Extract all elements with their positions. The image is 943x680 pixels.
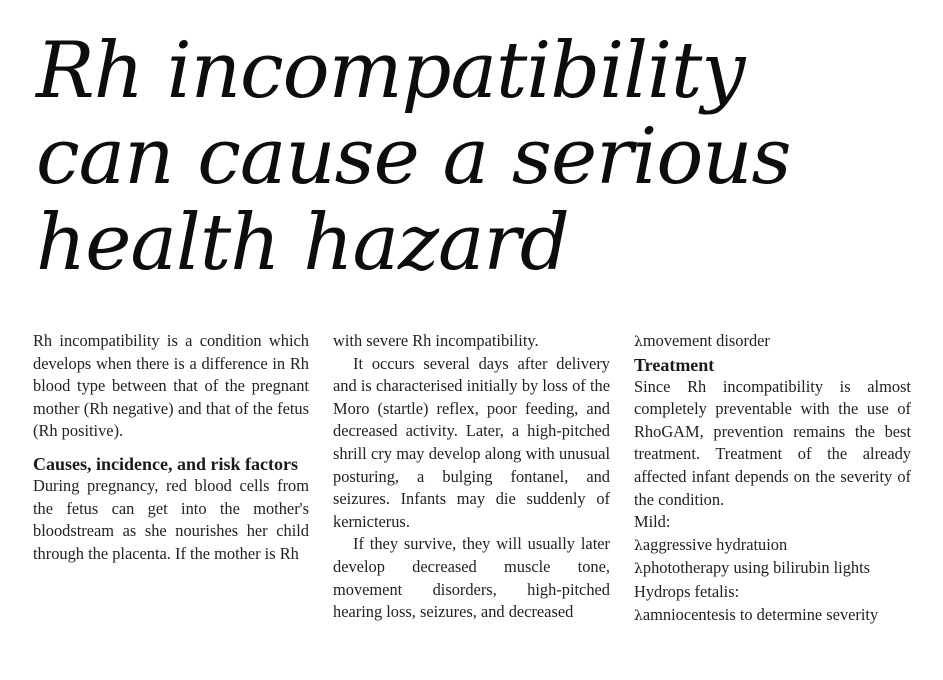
outcome-paragraph: If they survive, they will usually later develop decreased muscle tone, movement disorders, high-pitched hearing loss, seizures, and decreased: [333, 534, 610, 622]
causes-paragraph: During pregnancy, red blood cells from the fetus can get into the mother's bloodstream as she nourishes her child through the placenta. If the mother is Rh: [33, 475, 309, 563]
subhead-treatment: Treatment: [634, 354, 715, 375]
intro-paragraph: Rh incompatibility is a condition which develops when there is a difference in Rh blood type between that of the pregnant mother (Rh negative) and that of the fetus (Rh positive).: [33, 331, 309, 441]
lambda-bullet-icon: λ: [634, 607, 643, 624]
column-2: [333, 330, 610, 624]
symptoms-paragraph: It occurs several days after delivery and is characterised initially by loss of the Moro (startle) reflex, poor feeding, and decreased activity. Later, a high-pitched shrill cry may develop along with unusual posturing, a bulging fontanel, and seizures. Infants may die suddenly of kernicterus.: [333, 353, 610, 531]
list-item: [634, 557, 911, 581]
list-item: [634, 534, 911, 558]
list-item: [634, 604, 911, 628]
treatment-paragraph: Since Rh incompatibility is almost completely preventable with the use of RhoGAM, prevention remains the best treatment. Treatment of the already affected infant depends on the severity of the condition.: [634, 376, 911, 509]
list-item-text: aggressive hydratuion: [642, 534, 788, 554]
list-item-text: phototherapy using bilirubin lights: [642, 558, 871, 578]
lambda-bullet-icon: λ: [634, 561, 643, 578]
list-item-text: movement disorder: [642, 331, 770, 350]
headline: [36, 28, 916, 286]
continuation-text: with severe Rh incompatibility.: [333, 331, 539, 350]
list-item: [634, 330, 911, 354]
list-item-text: amniocentesis to determine severity: [642, 604, 879, 624]
mild-label: Mild:: [634, 512, 671, 532]
headline-line-1: Rh incompatibility: [36, 26, 745, 116]
lambda-bullet-icon: λ: [634, 334, 643, 350]
headline-line-2: can cause a serious: [36, 112, 791, 202]
column-3: [634, 330, 911, 627]
headline-line-3: health hazard: [36, 198, 569, 288]
column-1: [33, 330, 309, 565]
hydrops-label: Hydrops fetalis:: [634, 581, 740, 601]
subhead-causes: Causes, incidence, and risk factors: [33, 453, 298, 474]
lambda-bullet-icon: λ: [634, 537, 643, 554]
